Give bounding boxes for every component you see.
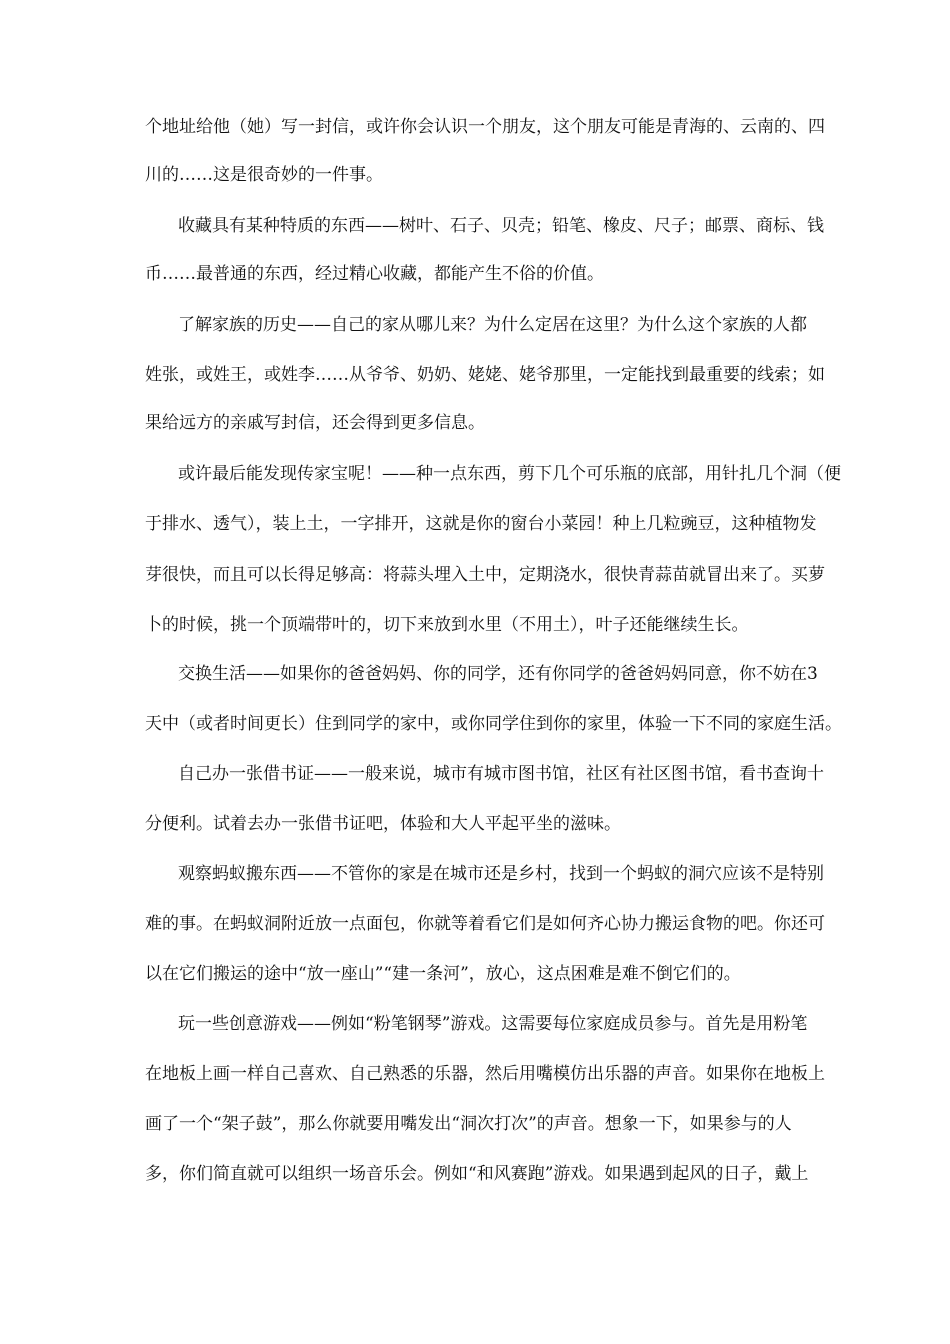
text-line: 分便利。试着去办一张借书证吧，体验和大人平起平坐的滋味。 xyxy=(145,814,621,834)
paragraph-start-line: 了解家族的历史——自己的家从哪儿来？为什么定居在这里？为什么这个家族的人都 xyxy=(178,315,807,335)
text-line: 姓张，或姓王，或姓李……从爷爷、奶奶、姥姥、姥爷那里，一定能找到最重要的线索；如 xyxy=(145,365,825,385)
paragraph-start-line: 或许最后能发现传家宝呢！——种一点东西，剪下几个可乐瓶的底部，用针扎几个洞（便 xyxy=(178,464,841,484)
text-line: 难的事。在蚂蚁洞附近放一点面包，你就等着看它们是如何齐心协力搬运食物的吧。你还可 xyxy=(145,914,825,934)
text-line: 多，你们简直就可以组织一场音乐会。例如“和风赛跑”游戏。如果遇到起风的日子，戴上 xyxy=(145,1164,809,1184)
text-line: 个地址给他（她）写一封信，或许你会认识一个朋友，这个朋友可能是青海的、云南的、四 xyxy=(145,117,825,137)
text-line: 天中（或者时间更长）住到同学的家中，或你同学住到你的家里，体验一下不同的家庭生活。 xyxy=(145,714,842,734)
paragraph-start-line: 玩一些创意游戏——例如“粉笔钢琴”游戏。这需要每位家庭成员参与。首先是用粉笔 xyxy=(178,1014,808,1034)
text-line: 卜的时候，挑一个顶端带叶的，切下来放到水里（不用土），叶子还能继续生长。 xyxy=(145,615,749,635)
text-line: 于排水、透气），装上土，一字排开，这就是你的窗台小菜园！种上几粒豌豆，这种植物发 xyxy=(145,514,817,534)
text-line: 在地板上画一样自己喜欢、自己熟悉的乐器，然后用嘴模仿出乐器的声音。如果你在地板上 xyxy=(145,1064,825,1084)
paragraph-start-line: 自己办一张借书证——一般来说，城市有城市图书馆，社区有社区图书馆，看书查询十 xyxy=(178,764,824,784)
text-line: 以在它们搬运的途中“放一座山”“建一条河”，放心，这点困难是难不倒它们的。 xyxy=(145,964,741,984)
paragraph-start-line: 观察蚂蚁搬东西——不管你的家是在城市还是乡村，找到一个蚂蚁的洞穴应该不是特别 xyxy=(178,864,824,884)
text-line: 币……最普通的东西，经过精心收藏，都能产生不俗的价值。 xyxy=(145,264,604,284)
paragraph-start-line: 收藏具有某种特质的东西——树叶、石子、贝壳；铅笔、橡皮、尺子；邮票、商标、钱 xyxy=(178,216,824,236)
text-line: 芽很快，而且可以长得足够高：将蒜头埋入土中，定期浇水，很快青蒜苗就冒出来了。买萝 xyxy=(145,565,825,585)
text-line: 画了一个“架子鼓”，那么你就要用嘴发出“洞次打次”的声音。想象一下，如果参与的人 xyxy=(145,1114,792,1134)
text-line: 川的……这是很奇妙的一件事。 xyxy=(145,165,383,185)
paragraph-start-line: 交换生活——如果你的爸爸妈妈、你的同学，还有你同学的爸爸妈妈同意，你不妨在3 xyxy=(178,664,818,684)
text-line: 果给远方的亲戚写封信，还会得到更多信息。 xyxy=(145,413,485,433)
